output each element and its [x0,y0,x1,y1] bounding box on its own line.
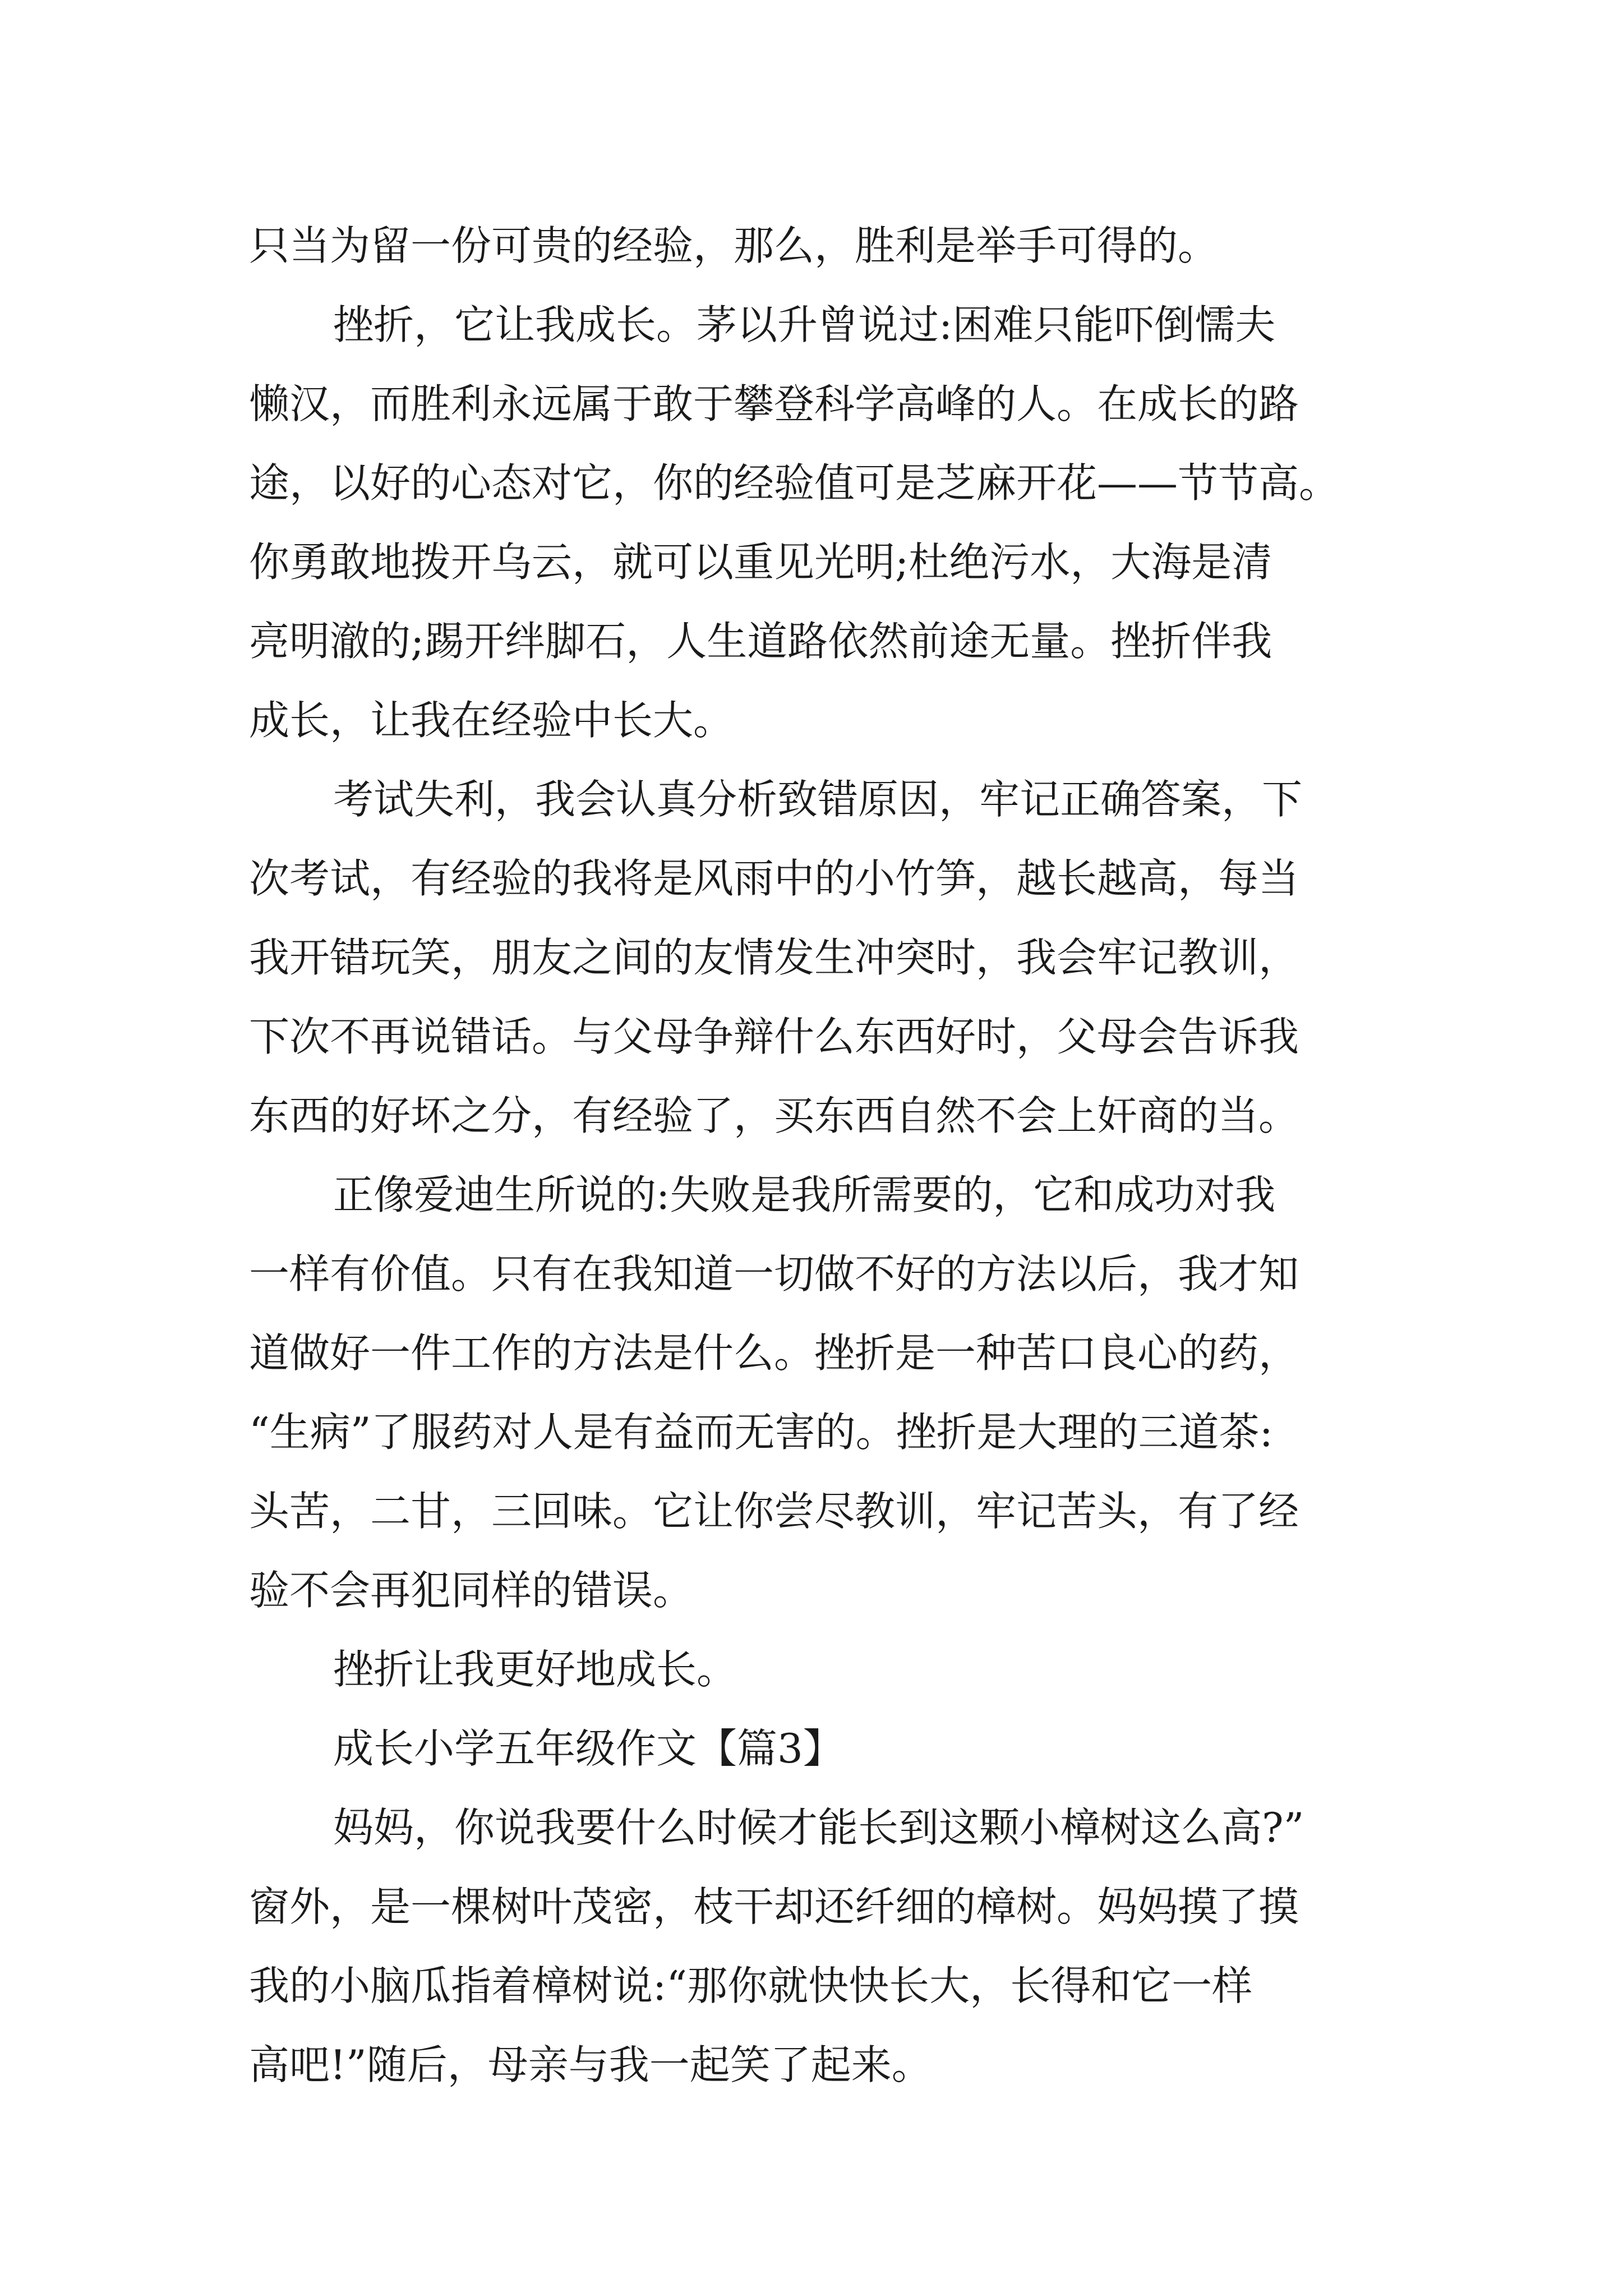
paragraph-start-line: 挫折让我更好地成长。 [333,1646,737,1693]
text-line: 东西的好坏之分，有经验了，买东西自然不会上奸商的当。 [249,1092,1299,1139]
text-line: 亮明澈的;踢开绊脚石，人生道路依然前途无量。挫折伴我 [249,618,1272,665]
text-line: “生病”了服药对人是有益而无害的。挫折是大理的三道茶: [249,1409,1273,1456]
section-heading: 成长小学五年级作文【篇3】 [333,1725,843,1772]
text-line: 只当为留一份可贵的经验，那么，胜利是举手可得的。 [249,222,1219,269]
text-line: 头苦，二甘，三回味。它让你尝尽教训，牢记苦头，有了经 [249,1488,1299,1535]
text-line: 次考试，有经验的我将是风雨中的小竹笋，越长越高，每当 [249,855,1299,902]
essay-text [249,206,1376,2105]
text-line: 一样有价值。只有在我知道一切做不好的方法以后，我才知 [249,1250,1299,1297]
paragraph-start-line: 考试失利，我会认真分析致错原因，牢记正确答案，下 [333,776,1303,823]
paragraph-start-line: 正像爱迪生所说的:失败是我所需要的，它和成功对我 [333,1171,1276,1218]
text-line: 你勇敢地拨开乌云，就可以重见光明;杜绝污水，大海是清 [249,539,1272,586]
text-line: 成长，让我在经验中长大。 [249,697,734,744]
text-line: 我开错玩笑，朋友之间的友情发生冲突时，我会牢记教训， [249,934,1299,981]
text-line: 我的小脑瓜指着樟树说:“那你就快快长大，长得和它一样 [249,1962,1253,2009]
text-line: 验不会再犯同样的错误。 [249,1567,694,1614]
text-line: 下次不再说错话。与父母争辩什么东西好时，父母会告诉我 [249,1013,1299,1060]
paragraph-start-line: 挫折，它让我成长。茅以升曾说过:困难只能吓倒懦夫 [333,301,1276,348]
text-line: 高吧!”随后，母亲与我一起笑了起来。 [249,2041,932,2088]
text-line: 途，以好的心态对它，你的经验值可是芝麻开花——节节高。 [249,459,1340,507]
text-line: 窗外，是一棵树叶茂密，枝干却还纤细的樟树。妈妈摸了摸 [249,1883,1299,1930]
text-line: 道做好一件工作的方法是什么。挫折是一种苦口良心的药， [249,1329,1299,1377]
text-line: 懒汉，而胜利永远属于敢于攀登科学高峰的人。在成长的路 [249,380,1299,427]
paragraph-start-line: 妈妈，你说我要什么时候才能长到这颗小樟树这么高?” [333,1804,1304,1851]
